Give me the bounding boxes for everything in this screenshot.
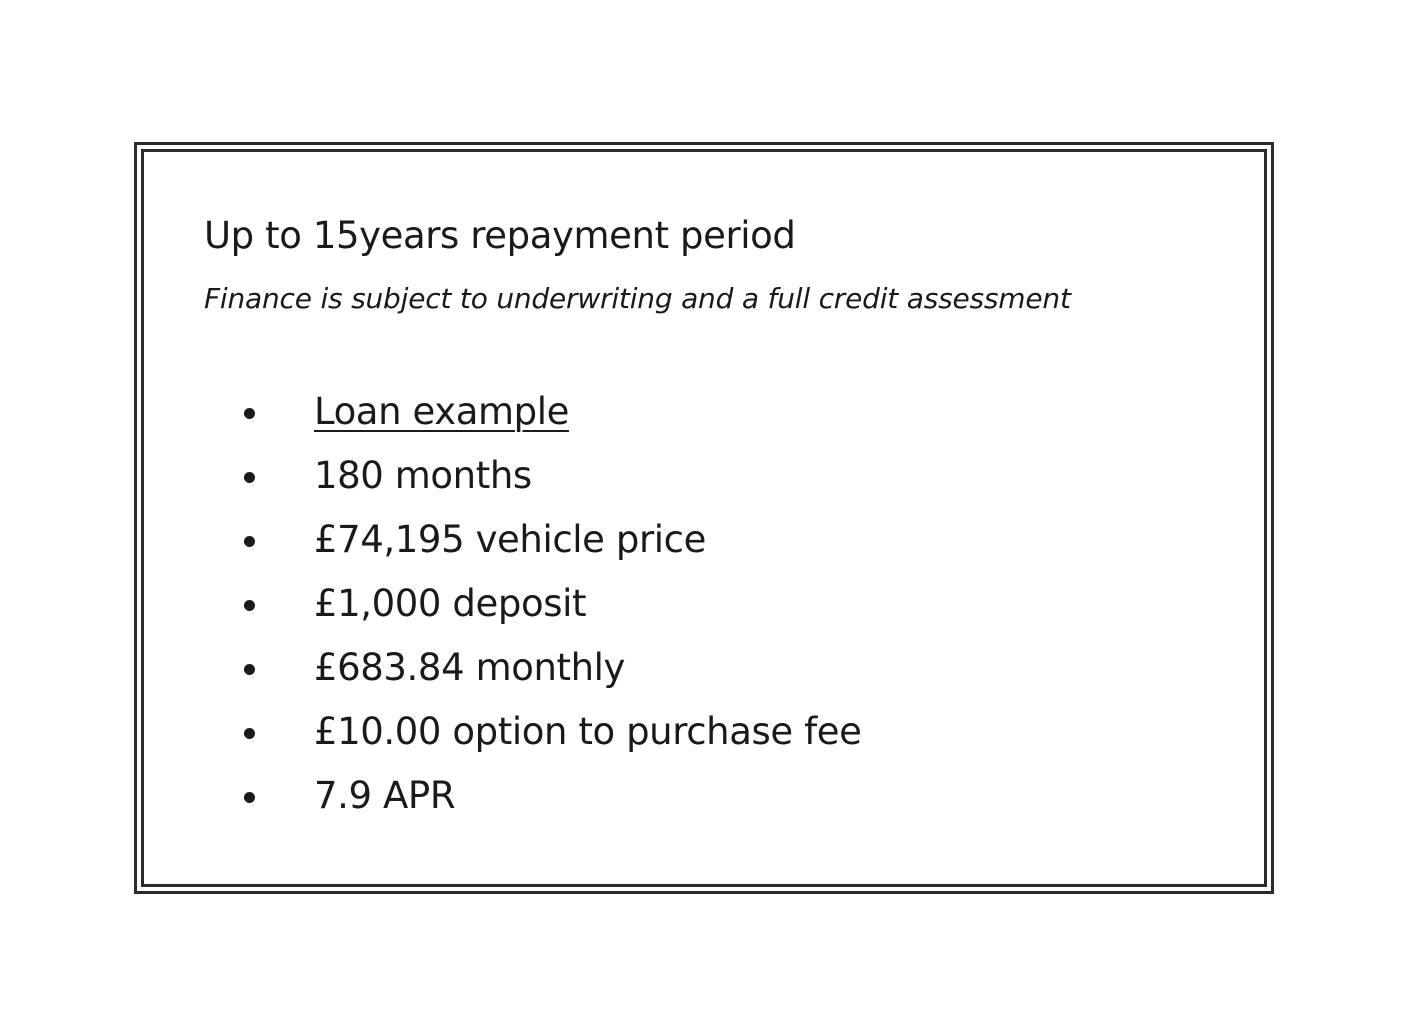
loan-example-list	[244, 380, 861, 828]
bullet-icon	[244, 408, 255, 419]
loan-example-title: Loan example	[314, 390, 569, 433]
list-item-monthly	[244, 636, 861, 700]
apr-text: 7.9 APR	[314, 774, 456, 817]
finance-info-card-inner-border	[141, 149, 1267, 887]
loan-term-text: 180 months	[314, 454, 532, 497]
bullet-icon	[244, 728, 255, 739]
list-item-term	[244, 444, 861, 508]
bullet-icon	[244, 536, 255, 547]
repayment-period-heading: Up to 15years repayment period	[204, 214, 796, 257]
bullet-icon	[244, 792, 255, 803]
bullet-icon	[244, 600, 255, 611]
finance-info-card	[134, 142, 1274, 894]
list-item-vehicle-price	[244, 508, 861, 572]
list-item-apr	[244, 764, 861, 828]
list-item-deposit	[244, 572, 861, 636]
bullet-icon	[244, 664, 255, 675]
vehicle-price-text: £74,195 vehicle price	[314, 518, 706, 561]
purchase-fee-text: £10.00 option to purchase fee	[314, 710, 862, 753]
list-item-purchase-fee	[244, 700, 861, 764]
bullet-icon	[244, 472, 255, 483]
list-item-loan-example-title	[244, 380, 861, 444]
finance-disclaimer: Finance is subject to underwriting and a full credit assessment	[204, 282, 1071, 315]
deposit-text: £1,000 deposit	[314, 582, 587, 625]
monthly-payment-text: £683.84 monthly	[314, 646, 626, 689]
